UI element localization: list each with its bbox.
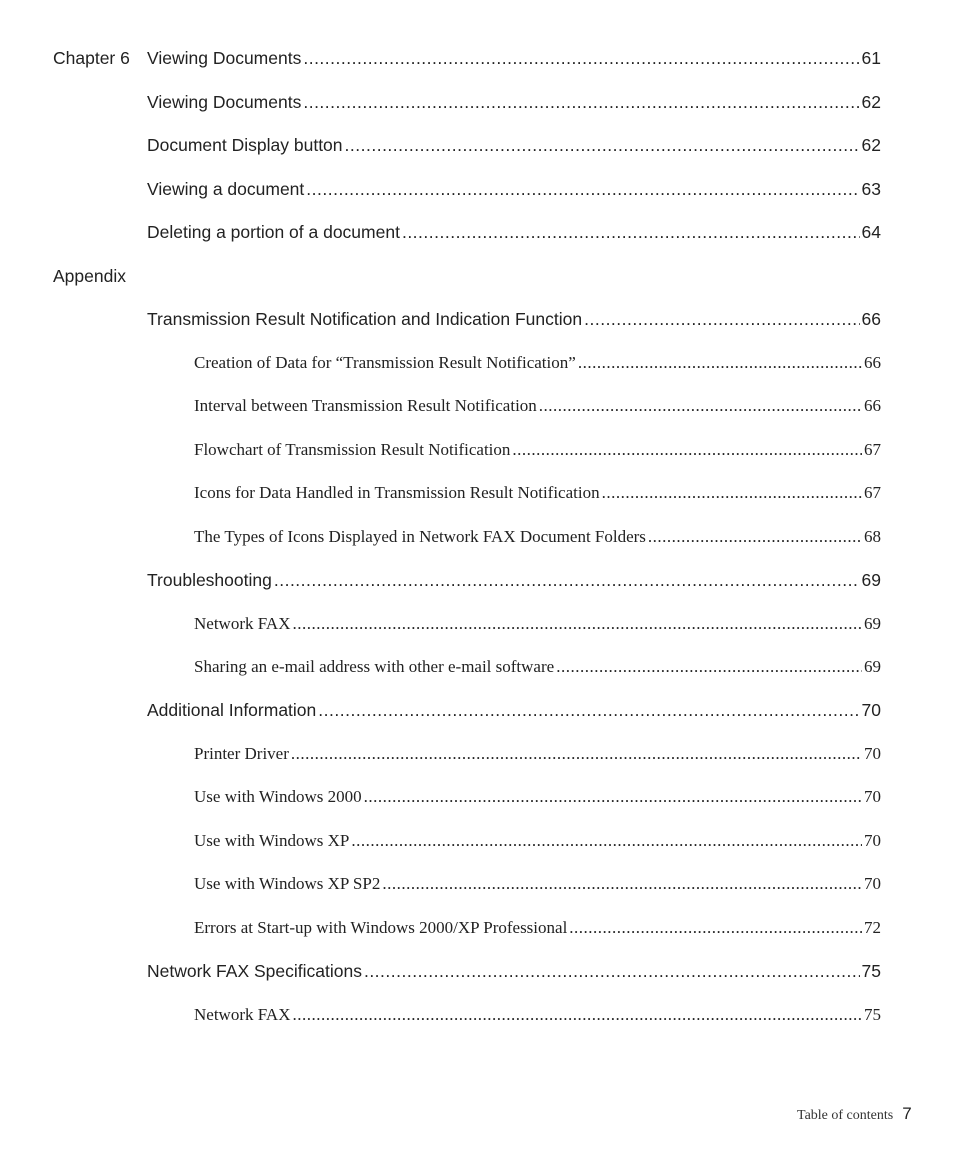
- toc-entry-title: Viewing Documents: [147, 92, 302, 112]
- toc-entry-title: Flowchart of Transmission Result Notification: [194, 440, 511, 459]
- toc-dot-leader: [512, 440, 862, 460]
- toc-dot-leader: [556, 657, 862, 677]
- toc-page-number: 61: [861, 48, 881, 68]
- toc-entry-title: Network FAX: [194, 1005, 291, 1024]
- footer-label: Table of contents: [797, 1108, 894, 1123]
- chapter-label: Chapter 6: [53, 48, 130, 68]
- toc-entry-title: Use with Windows XP SP2: [194, 874, 381, 893]
- toc-entry-sub[interactable]: [194, 918, 881, 942]
- toc-dot-leader: [351, 831, 862, 851]
- toc-entry-sub[interactable]: [194, 353, 881, 377]
- toc-page-number: 70: [864, 744, 881, 763]
- toc-entry-title: Transmission Result Notification and Indication Function: [147, 309, 583, 329]
- toc-entry-title: Viewing Documents: [147, 48, 302, 68]
- toc-entry-section[interactable]: [147, 961, 881, 985]
- toc-page-number: 69: [861, 570, 881, 590]
- toc-entry-title: Network FAX: [194, 614, 291, 633]
- toc-entry-section[interactable]: [147, 570, 881, 594]
- toc-entry-sub[interactable]: [194, 787, 881, 811]
- footer-page-number: 7: [902, 1104, 912, 1123]
- toc-dot-leader: [303, 48, 859, 69]
- toc-page-number: 70: [861, 700, 881, 720]
- toc-entry-title: Additional Information: [147, 700, 317, 720]
- toc-entry-title: The Types of Icons Displayed in Network FAX Document Folders: [194, 527, 646, 546]
- toc-entry-title: Use with Windows XP: [194, 831, 350, 850]
- toc-dot-leader: [648, 527, 862, 547]
- toc-page-number: 66: [864, 396, 881, 415]
- toc-page-number: 70: [864, 787, 881, 806]
- toc-page-number: 67: [864, 440, 881, 459]
- toc-dot-leader: [578, 353, 862, 373]
- toc-page-number: 64: [861, 222, 881, 242]
- toc-page-number: 66: [861, 309, 881, 329]
- toc-entry-title: Errors at Start-up with Windows 2000/XP Professional: [194, 918, 568, 937]
- toc-dot-leader: [364, 787, 862, 807]
- toc-dot-leader: [274, 570, 860, 591]
- toc-page-number: 72: [864, 918, 881, 937]
- toc-dot-leader: [584, 309, 859, 330]
- page-footer: [797, 1104, 912, 1124]
- toc-entry-sub[interactable]: [194, 831, 881, 855]
- toc-dot-leader: [292, 614, 862, 634]
- toc-entry-title: Troubleshooting: [147, 570, 272, 590]
- toc-entry-title: Printer Driver: [194, 744, 289, 763]
- toc-entry-section[interactable]: [147, 700, 881, 724]
- toc-entry-sub[interactable]: [194, 874, 881, 898]
- toc-page-number: 63: [861, 179, 881, 199]
- toc-page-number: 69: [864, 657, 881, 676]
- toc-entry-section[interactable]: [147, 309, 881, 333]
- toc-entry-title: Viewing a document: [147, 179, 305, 199]
- toc-entry-chapter-6[interactable]: [0, 48, 881, 72]
- toc-entry[interactable]: [147, 92, 881, 116]
- toc-entry[interactable]: [147, 135, 881, 159]
- toc-page-number: 66: [864, 353, 881, 372]
- toc-dot-leader: [382, 874, 862, 894]
- toc-dot-leader: [292, 1005, 862, 1025]
- appendix-label: Appendix: [53, 266, 126, 286]
- toc-entry-sub[interactable]: [194, 483, 881, 507]
- toc-page-number: 75: [861, 961, 881, 981]
- toc-entry-sub[interactable]: [194, 440, 881, 464]
- toc-entry-title: Document Display button: [147, 135, 343, 155]
- toc-entry-title: Interval between Transmission Result Notification: [194, 396, 537, 415]
- toc-page-number: 67: [864, 483, 881, 502]
- toc-dot-leader: [318, 700, 859, 721]
- toc-page-number: 68: [864, 527, 881, 546]
- toc-dot-leader: [539, 396, 862, 416]
- toc-entry-title: Sharing an e-mail address with other e-mail software: [194, 657, 555, 676]
- toc-page-number: 62: [861, 92, 881, 112]
- toc-entry-title: Network FAX Specifications: [147, 961, 362, 981]
- toc-dot-leader: [402, 222, 860, 243]
- toc-page-number: 69: [864, 614, 881, 633]
- toc-page-number: 62: [861, 135, 881, 155]
- toc-entry-sub[interactable]: [194, 657, 881, 681]
- toc-entry-title: Creation of Data for “Transmission Result Notification”: [194, 353, 576, 372]
- toc-dot-leader: [303, 92, 859, 113]
- toc-entry-sub[interactable]: [194, 1005, 881, 1029]
- toc-dot-leader: [291, 744, 862, 764]
- toc-entry-title: Deleting a portion of a document: [147, 222, 400, 242]
- toc-page-number: 70: [864, 831, 881, 850]
- toc-dot-leader: [345, 135, 860, 156]
- toc-dot-leader: [364, 961, 860, 982]
- toc-entry[interactable]: [147, 222, 881, 246]
- toc-entry[interactable]: [147, 179, 881, 203]
- toc-page-number: 70: [864, 874, 881, 893]
- toc-entry-sub[interactable]: [194, 527, 881, 551]
- toc-entry-sub[interactable]: [194, 744, 881, 768]
- appendix-heading: [53, 266, 126, 290]
- toc-page-number: 75: [864, 1005, 881, 1024]
- toc-entry-sub[interactable]: [194, 614, 881, 638]
- toc-entry-sub[interactable]: [194, 396, 881, 420]
- toc-dot-leader: [569, 918, 862, 938]
- toc-dot-leader: [602, 483, 862, 503]
- toc-dot-leader: [306, 179, 859, 200]
- toc-entry-title: Use with Windows 2000: [194, 787, 362, 806]
- toc-entry-title: Icons for Data Handled in Transmission Result Notification: [194, 483, 600, 502]
